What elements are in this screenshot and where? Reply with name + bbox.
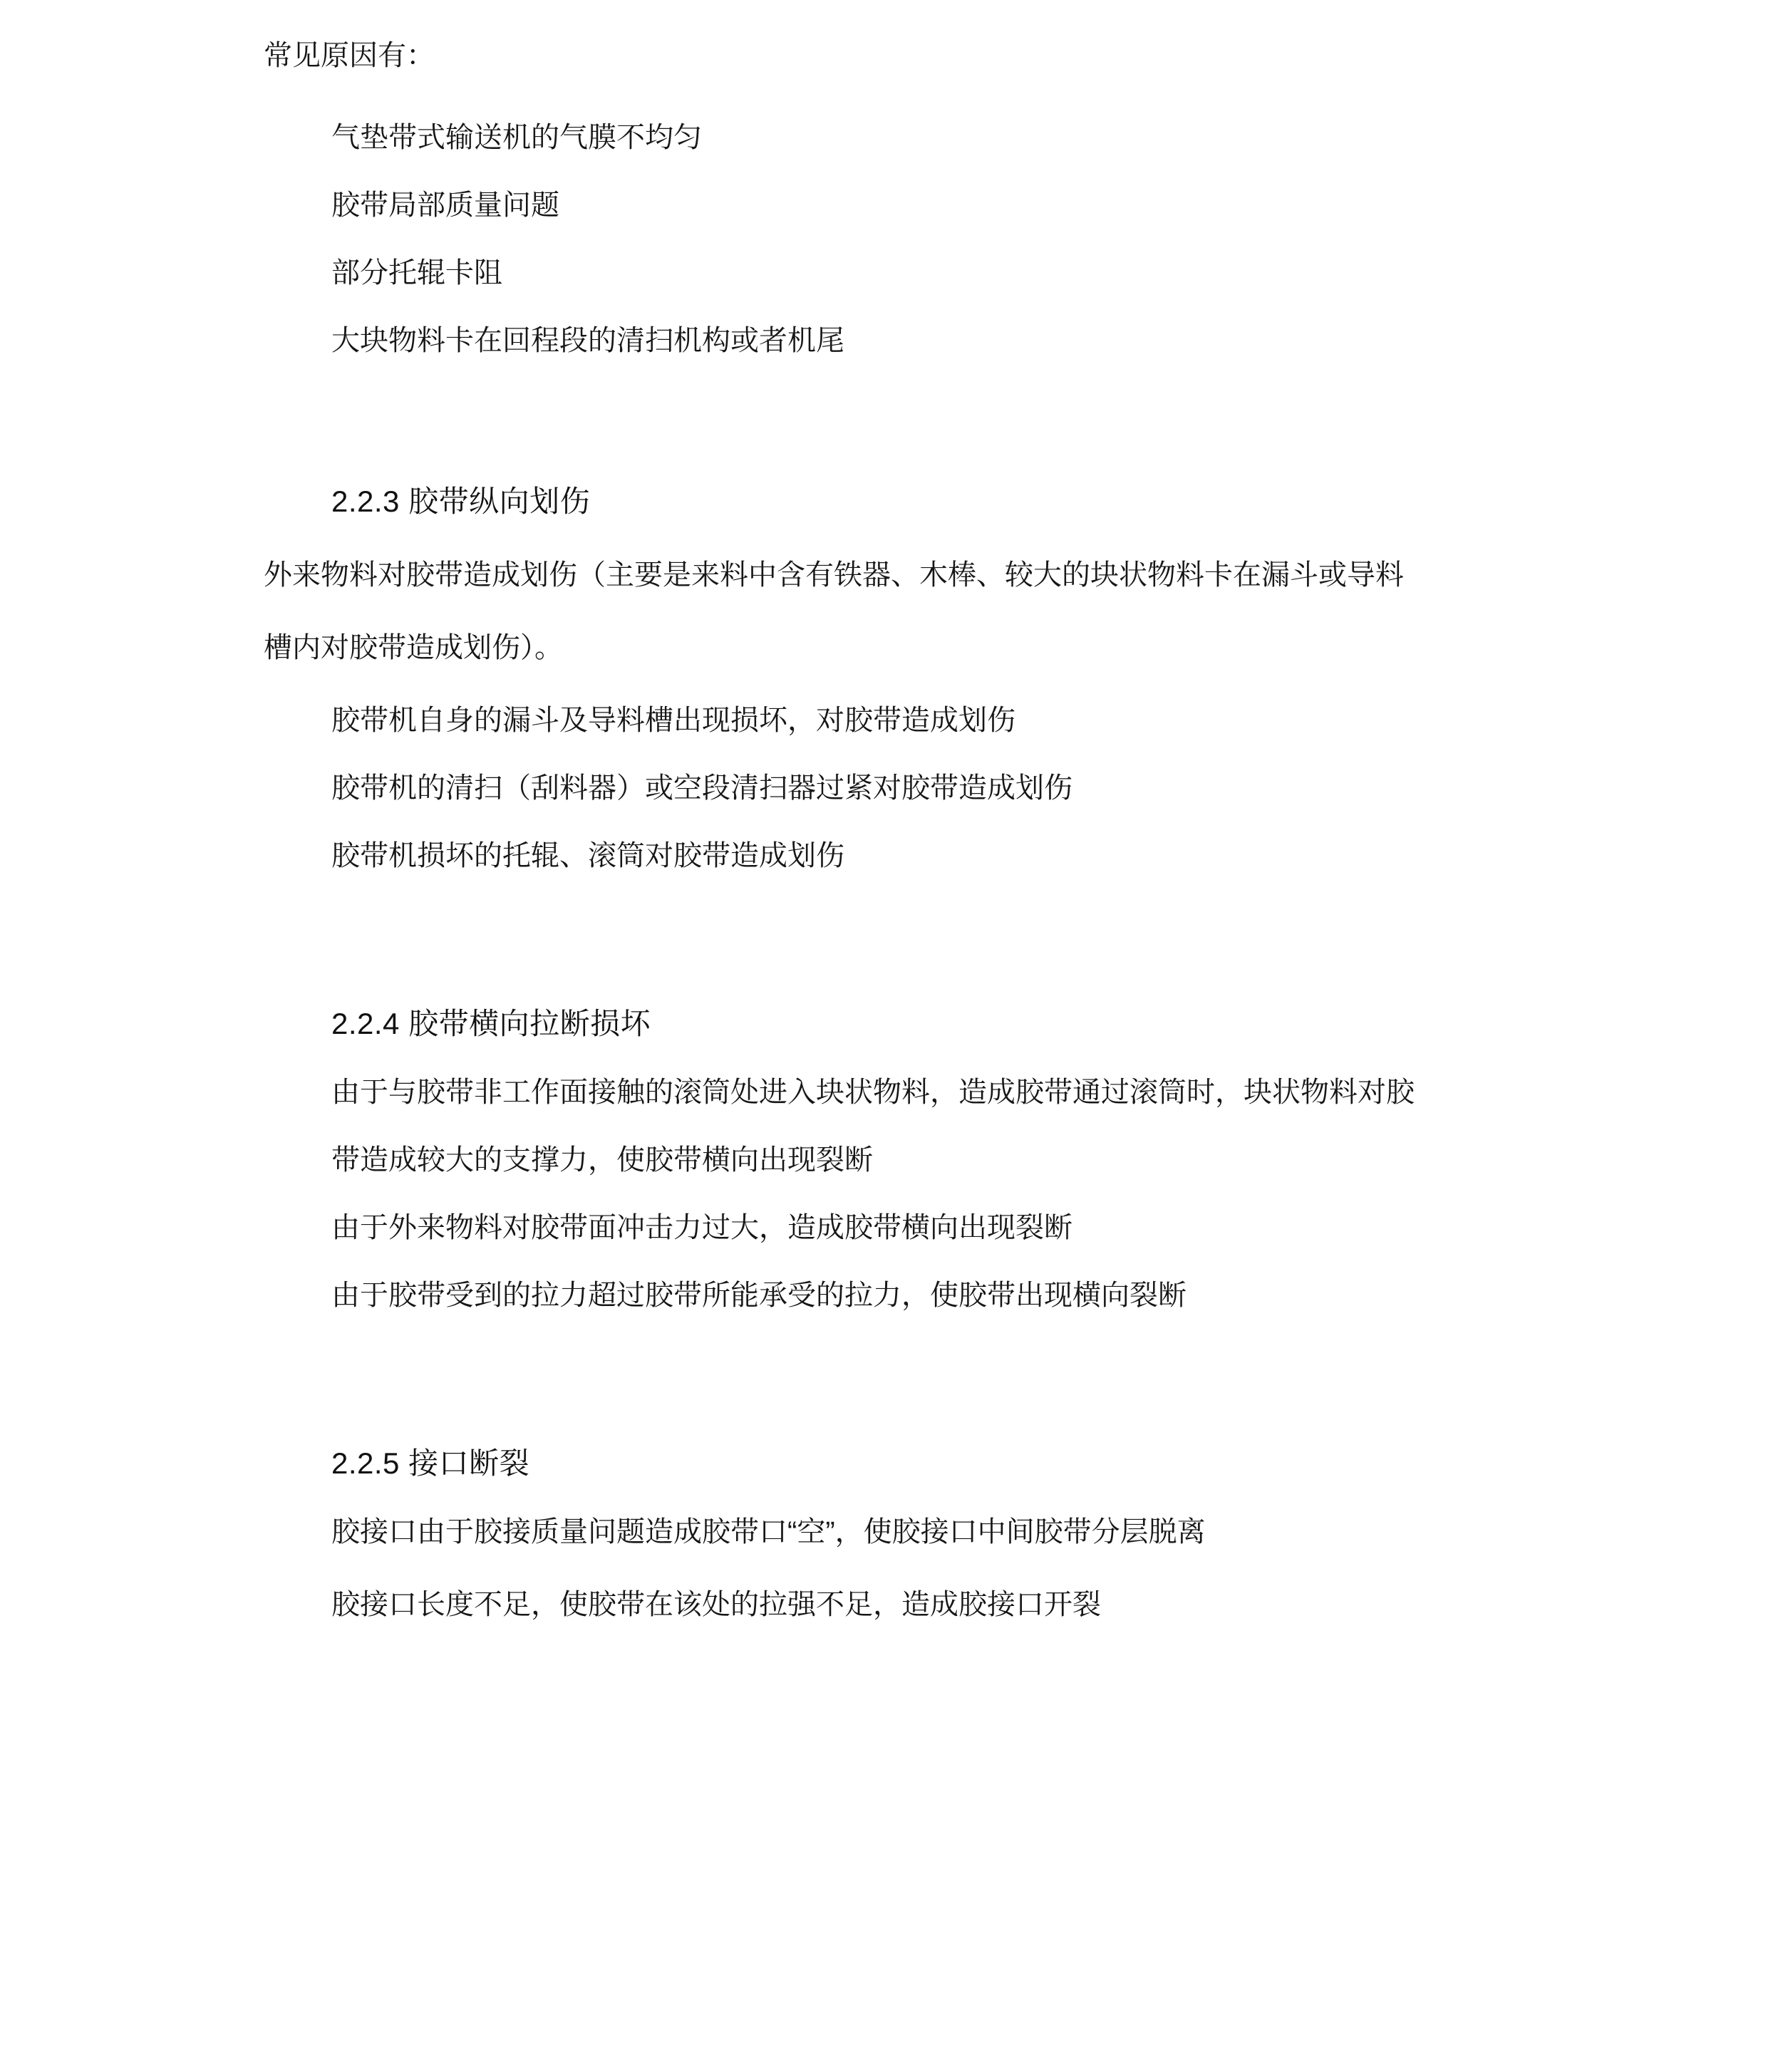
- spacer: [264, 802, 1539, 841]
- cause-item-2: 胶带局部质量问题: [331, 190, 559, 221]
- spacer: [264, 870, 1539, 1009]
- spacer: [264, 355, 1539, 487]
- spacer: [264, 735, 1539, 774]
- section-2-2-3-item-3: 胶带机损坏的托辊、滚筒对胶带造成划伤: [331, 840, 844, 871]
- spacer: [264, 1174, 1539, 1213]
- spacer: [264, 589, 1539, 633]
- section-heading-2-2-3: 2.2.3 胶带纵向划伤: [331, 485, 591, 518]
- spacer: [264, 1039, 1539, 1078]
- document-body: [264, 29, 1539, 1619]
- spacer: [264, 1107, 1539, 1146]
- cause-item-1: 气垫带式输送机的气膜不均匀: [331, 122, 702, 153]
- spacer: [264, 662, 1539, 706]
- section-2-2-4-item-3: 由于胶带受到的拉力超过胶带所能承受的拉力，使胶带出现横向裂断: [331, 1280, 1187, 1311]
- section-heading-2-2-4: 2.2.4 胶带横向拉断损坏: [331, 1007, 651, 1040]
- spacer: [264, 1310, 1539, 1449]
- section-2-2-5-item-2: 胶接口长度不足，使胶带在该处的拉强不足，造成胶接口开裂: [331, 1589, 1101, 1620]
- cause-item-3: 部分托辊卡阻: [331, 257, 502, 289]
- cause-item-4: 大块物料卡在回程段的清扫机构或者机尾: [331, 325, 844, 356]
- spacer: [264, 70, 1539, 123]
- spacer: [264, 1478, 1539, 1518]
- spacer: [264, 287, 1539, 326]
- section-2-2-3-item-2: 胶带机的清扫（刮料器）或空段清扫器过紧对胶带造成划伤: [331, 772, 1072, 804]
- section-2-2-4-item-1-line-2: 带造成较大的支撑力，使胶带横向出现裂断: [331, 1144, 873, 1176]
- intro-lead: 常见原因有：: [264, 40, 435, 71]
- spacer: [264, 517, 1539, 561]
- section-2-2-3-paragraph-line-2: 槽内对胶带造成划伤）。: [264, 632, 563, 663]
- spacer: [264, 1546, 1539, 1590]
- section-2-2-4-item-2: 由于外来物料对胶带面冲击力过大，造成胶带横向出现裂断: [331, 1212, 1072, 1243]
- section-2-2-4-item-1-line-1: 由于与胶带非工作面接触的滚筒处进入块状物料，造成胶带通过滚筒时，块状物料对胶: [331, 1077, 1415, 1108]
- section-2-2-3-paragraph-line-1: 外来物料对胶带造成划伤（主要是来料中含有铁器、木棒、较大的块状物料卡在漏斗或导料: [264, 559, 1404, 591]
- spacer: [264, 219, 1539, 259]
- spacer: [264, 152, 1539, 191]
- section-2-2-5-item-1: 胶接口由于胶接质量问题造成胶带口“空”，使胶接口中间胶带分层脱离: [331, 1516, 1206, 1548]
- spacer: [264, 1242, 1539, 1281]
- section-heading-2-2-5: 2.2.5 接口断裂: [331, 1446, 530, 1480]
- section-2-2-3-item-1: 胶带机自身的漏斗及导料槽出现损坏，对胶带造成划伤: [331, 705, 1015, 736]
